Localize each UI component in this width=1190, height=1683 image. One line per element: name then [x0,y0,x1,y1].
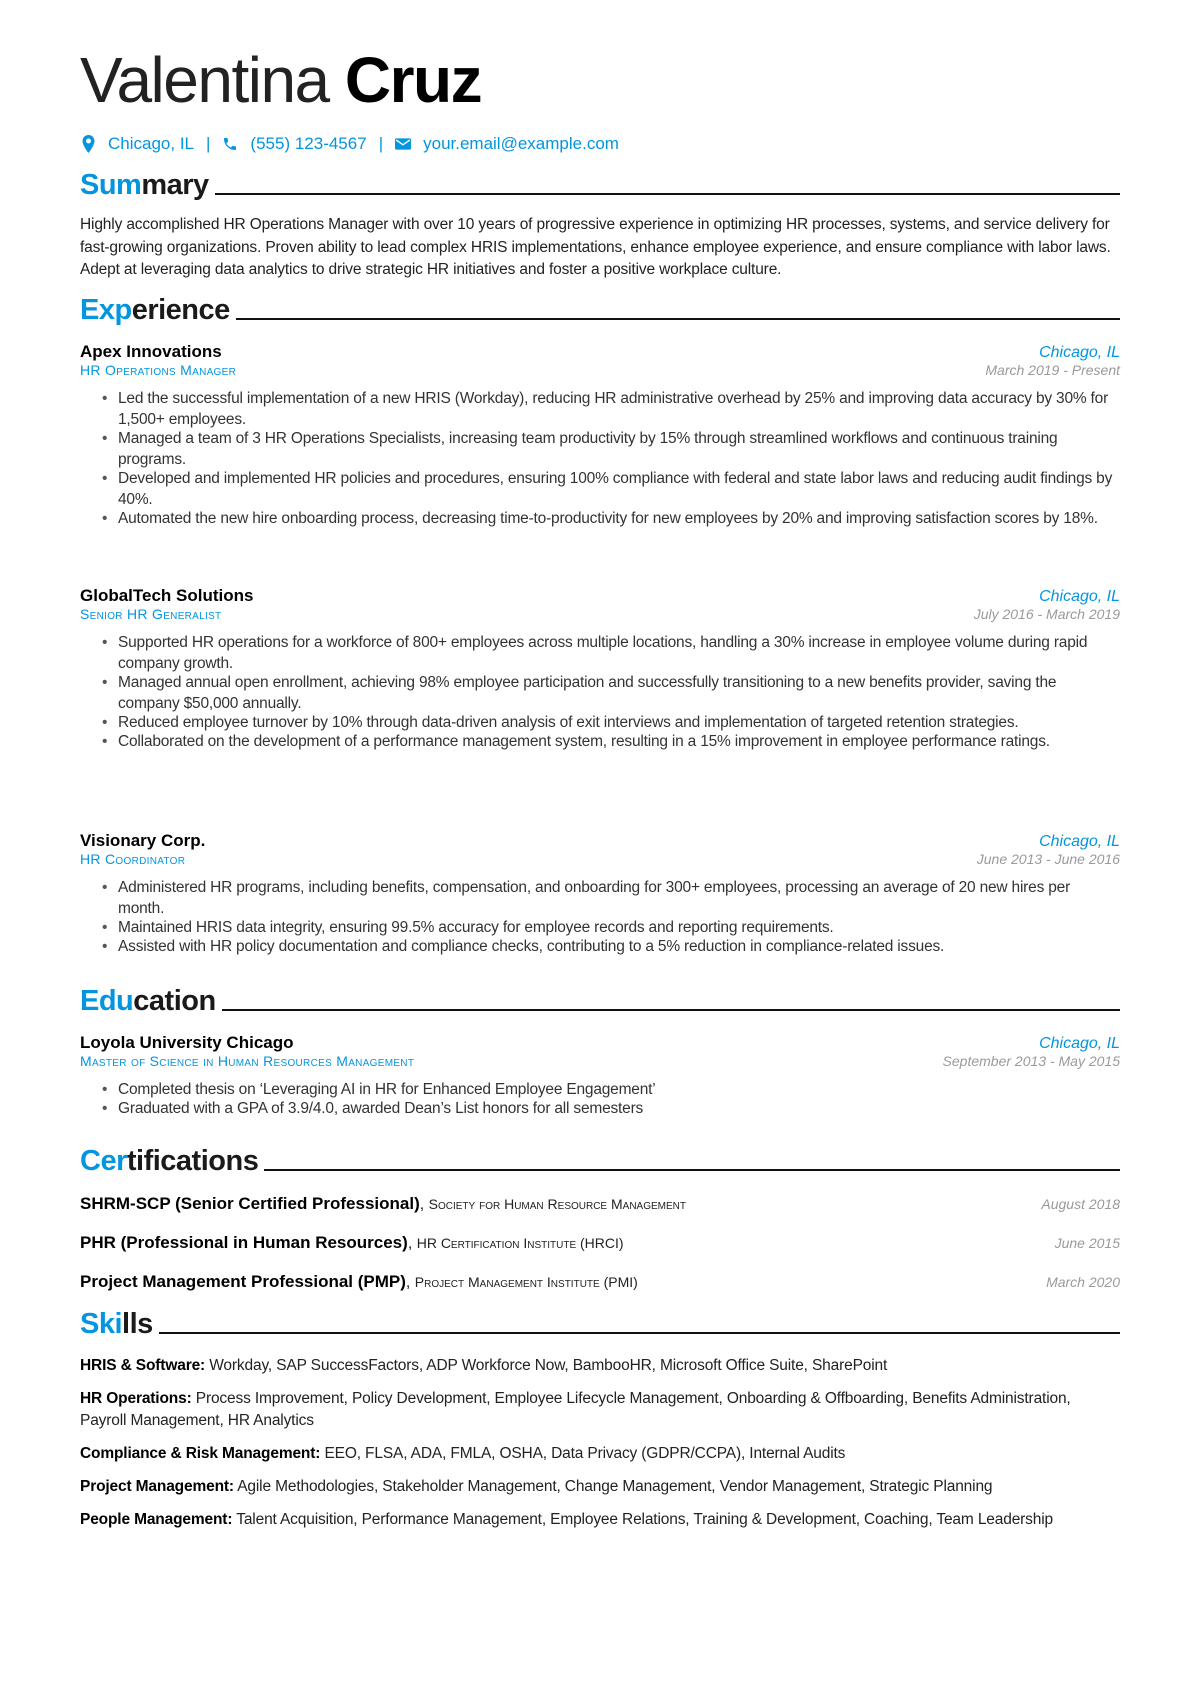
bullet: • Reduced employee turnover by 10% through data-driven analysis of exit interviews and implementation of targeted retention strategies. [118,712,1120,733]
section-heading: Certifications [80,1144,1120,1178]
divider [222,1009,1120,1011]
job-location: Chicago, IL [1039,833,1120,850]
email-link[interactable]: your.email@example.com [423,134,619,153]
divider [236,318,1120,320]
cert-name: Project Management Professional (PMP) [80,1272,406,1291]
education-section [80,984,1120,1018]
bullet: • Maintained HRIS data integrity, ensuring 99.5% accuracy for employee records and reporting requirements. [118,917,1120,938]
map-pin-icon [80,136,96,152]
separator: | [206,134,211,153]
phone[interactable]: (555) 123-4567 [250,134,367,153]
bullet: • Led the successful implementation of a new HRIS (Workday), reducing HR administrative overhead by 25% and improving data accuracy by 30% for 1,500+ employees. [118,388,1120,430]
bullet: • Assisted with HR policy documentation and compliance checks, contributing to a 5% reduction in compliance-related issues. [118,936,1120,957]
company: Apex Innovations [80,342,222,361]
job-entry [80,586,1120,750]
experience-section [80,293,1120,327]
school-location: Chicago, IL [1039,1035,1120,1052]
last-name: Cruz [344,44,482,116]
skill-row: Project Management: Agile Methodologies, Stakeholder Management, Change Management, Vendor Management, Strategic Planning [80,1477,993,1495]
skill-row: Compliance & Risk Management: EEO, FLSA, ADA, FMLA, OSHA, Data Privacy (GDPR/CCPA), Internal Audits [80,1445,846,1463]
bullet: • Graduated with a GPA of 3.9/4.0, awarded Dean’s List honors for all semesters [118,1098,1120,1119]
phone-icon [222,136,238,152]
bullet: • Supported HR operations for a workforce of 800+ employees across multiple locations, handling a 30% increase in employee volume during rapid company growth. [118,632,1120,674]
certifications-section [80,1144,1120,1311]
education-dates: September 2013 - May 2015 [942,1053,1120,1069]
job-dates: June 2013 - June 2016 [976,851,1120,867]
job-dates: March 2019 - Present [985,362,1120,378]
divider [264,1169,1120,1171]
cert-date: August 2018 [1041,1196,1120,1212]
job-location: Chicago, IL [1039,344,1120,361]
cert-issuer: Society for Human Resource Management [428,1196,686,1212]
company: GlobalTech Solutions [80,586,254,605]
school: Loyola University Chicago [80,1033,294,1052]
separator: | [378,134,384,153]
degree: Master of Science in Human Resources Management [80,1053,415,1069]
skill-row: HRIS & Software: Workday, SAP SuccessFactors, ADP Workforce Now, BambooHR, Microsoft Office Suite, SharePoint [80,1357,888,1374]
cert-issuer: Project Management Institute (PMI) [414,1274,638,1290]
job-title: Senior HR Generalist [80,606,222,622]
divider [215,193,1120,195]
contact-bar [80,134,1120,154]
cert-date: June 2015 [1054,1235,1120,1251]
job-title: HR Operations Manager [80,362,237,378]
divider [159,1332,1120,1334]
cert-issuer: HR Certification Institute (HRCI) [416,1235,624,1251]
bullet: • Developed and implemented HR policies and procedures, ensuring 100% compliance with federal and state labor laws and reducing audit findings by 40%. [118,468,1120,510]
envelope-icon [395,136,411,152]
bullet: • Automated the new hire onboarding process, decreasing time-to-productivity for new employees by 20% and improving satisfaction scores by 18%. [118,508,1120,529]
candidate-name [80,40,1120,120]
section-heading: Summary [80,168,1120,202]
bullet: • Managed annual open enrollment, achieving 98% employee participation and successfully transitioning to a new benefits provider, saving the company $50,000 annually. [118,672,1120,714]
job-entry [80,342,1120,527]
job-entry [80,831,1120,955]
skill-row: People Management: Talent Acquisition, Performance Management, Employee Relations, Training & Development, Coaching, Team Leadership [80,1510,1054,1528]
cert-date: March 2020 [1046,1274,1120,1290]
job-location: Chicago, IL [1039,588,1120,605]
first-name: Valentina [80,44,329,116]
bullet: • Managed a team of 3 HR Operations Specialists, increasing team productivity by 15% through streamlined workflows and continuous training programs. [118,428,1120,470]
location: Chicago, IL [108,134,194,153]
bullet: • Collaborated on the development of a performance management system, resulting in a 15% improvement in employee performance ratings. [118,731,1120,752]
job-dates: July 2016 - March 2019 [973,606,1120,622]
skill-row: HR Operations: Process Improvement, Policy Development, Employee Lifecycle Management, Onboarding & Offboarding, Benefits Administration, Payroll Management, HR Analytics [80,1389,1071,1430]
cert-name: SHRM-SCP (Senior Certified Professional) [80,1194,420,1213]
skills-section [80,1307,1120,1541]
cert-name: PHR (Professional in Human Resources) [80,1233,408,1252]
certification-item: SHRM-SCP (Senior Certified Professional), Society for Human Resource Management August 2018 [80,1194,1120,1213]
section-heading: Experience [80,293,1120,327]
job-title: HR Coordinator [80,851,186,867]
bullet: • Completed thesis on ‘Leveraging AI in HR for Enhanced Employee Engagement’ [118,1079,1120,1100]
bullet: • Administered HR programs, including benefits, compensation, and onboarding for 300+ employees, processing an average of 20 new hires per month. [118,877,1120,919]
certification-item: Project Management Professional (PMP), Project Management Institute (PMI) March 2020 [80,1272,1120,1291]
summary-text: Highly accomplished HR Operations Manager with over 10 years of progressive experience in optimizing HR processes, systems, and service delivery for fast-growing organizations. Proven ability to lead complex HRIS implementations, enhance employee experience, and ensure compliance with labor laws. Adept at leveraging data analytics to drive strategic HR initiatives and foster a positive workplace culture. [80,216,1111,279]
summary-section [80,168,1120,282]
certification-item: PHR (Professional in Human Resources), HR Certification Institute (HRCI) June 2015 [80,1233,1120,1252]
education-entry [80,1033,1120,1117]
company: Visionary Corp. [80,831,206,850]
section-heading: Skills [80,1307,1120,1341]
section-heading: Education [80,984,1120,1018]
